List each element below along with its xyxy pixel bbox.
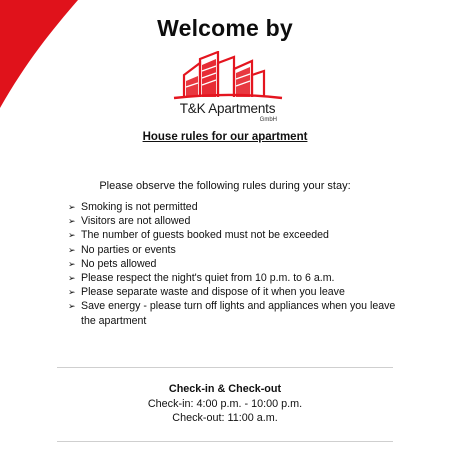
- buildings-logo-icon: [170, 51, 285, 101]
- rule-text: Please respect the night's quiet from 10 p.m. to 6 a.m.: [81, 272, 335, 285]
- arrow-bullet-icon: ➢: [68, 273, 76, 284]
- rule-item: [68, 299, 408, 327]
- bottom-divider: [57, 441, 393, 442]
- rules-intro: Please observe the following rules during your stay:: [99, 180, 351, 192]
- arrow-bullet-icon: ➢: [68, 202, 76, 212]
- arrow-bullet-icon: ➢: [68, 216, 76, 227]
- rule-text: Save energy - please turn off lights and appliances when you leave the apartment: [81, 300, 396, 327]
- rule-text: No parties or events: [81, 243, 176, 256]
- rule-text: The number of guests booked must not be exceeded: [81, 229, 329, 242]
- rules-list: [68, 200, 408, 328]
- rule-text: Smoking is not permitted: [81, 201, 198, 213]
- checkin-checkout-title: Check-in & Check-out: [168, 383, 282, 395]
- rule-item: [68, 257, 408, 271]
- arrow-bullet-icon: ➢: [68, 287, 76, 298]
- rule-item: [68, 285, 408, 299]
- checkin-time: Check-in: 4:00 p.m. - 10:00 p.m.: [147, 398, 303, 410]
- rule-item: [68, 228, 408, 242]
- house-rules-heading: House rules for our apartment: [142, 131, 308, 143]
- rule-text: Please separate waste and dispose of it when you leave: [81, 286, 345, 299]
- logo-company-name: T&K Apartments: [179, 101, 276, 116]
- rule-item: [68, 243, 408, 257]
- arrow-bullet-icon: ➢: [68, 230, 76, 241]
- arrow-bullet-icon: ➢: [68, 301, 76, 312]
- logo-company-suffix: GmbH: [259, 117, 277, 123]
- top-divider: [57, 367, 393, 368]
- rule-item: [68, 214, 408, 228]
- checkout-time: Check-out: 11:00 a.m.: [172, 412, 278, 424]
- rule-text: Visitors are not allowed: [81, 215, 191, 228]
- rule-text: No pets allowed: [81, 257, 157, 270]
- arrow-bullet-icon: ➢: [68, 244, 76, 255]
- rule-item: [68, 271, 408, 285]
- arrow-bullet-icon: ➢: [68, 258, 76, 269]
- welcome-title: Welcome by: [157, 15, 293, 41]
- company-logo: [170, 51, 285, 131]
- rule-item: [68, 200, 408, 214]
